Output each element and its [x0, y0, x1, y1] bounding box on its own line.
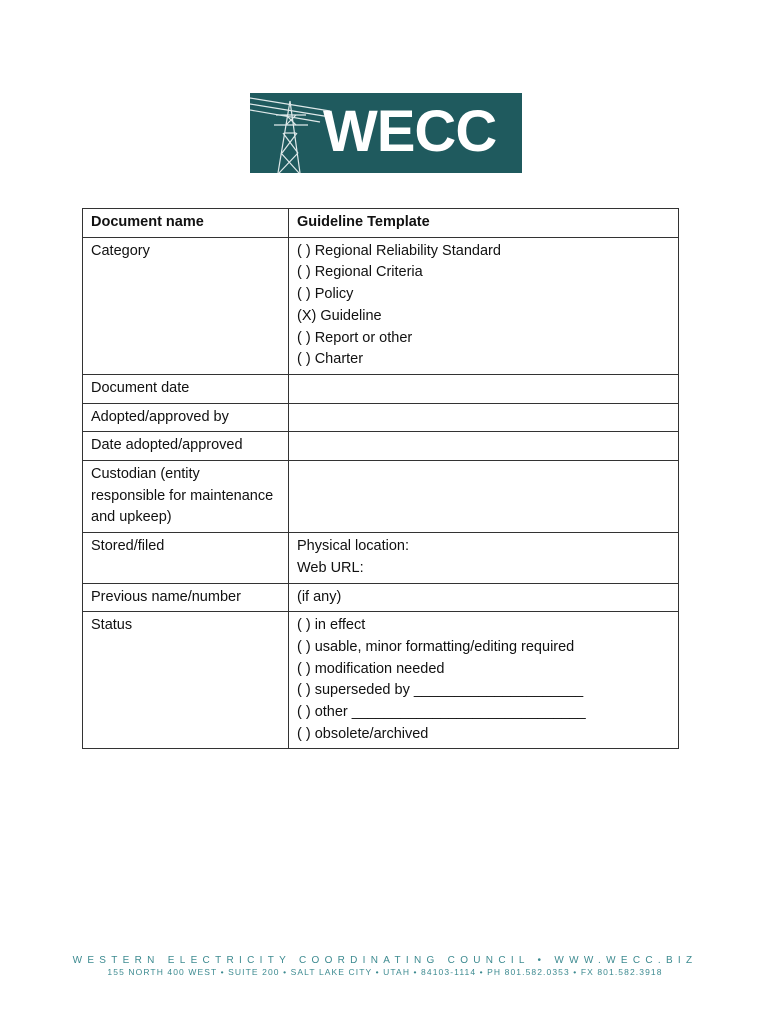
table-row: [83, 237, 679, 374]
table-row: [83, 403, 679, 432]
table-row: [83, 612, 679, 749]
stored-value: [289, 533, 679, 583]
status-option: ( ) usable, minor formatting/editing required: [297, 638, 575, 655]
wecc-logo: [250, 93, 522, 173]
status-option: ( ) modification needed: [297, 660, 445, 677]
category-option: (X) Guideline: [297, 307, 382, 324]
table-row: [83, 583, 679, 612]
logo-wordmark: WECC: [323, 99, 497, 164]
footer-address: 155 NORTH 400 WEST • SUITE 200 • SALT LAKE CITY • UTAH • 84103-1114 • PH 801.582.0353 • FX 801.582.3918: [107, 967, 663, 977]
adopted-by-value: [289, 403, 679, 432]
document-name-label: Document name: [83, 209, 289, 238]
document-info-table: [82, 208, 679, 749]
category-option: ( ) Report or other: [297, 329, 413, 346]
custodian-label-line: and upkeep): [91, 509, 172, 526]
stored-label: Stored/filed: [83, 533, 289, 583]
category-option: ( ) Regional Criteria: [297, 264, 423, 281]
status-option: ( ) in effect: [297, 617, 366, 634]
status-option: ( ) obsolete/archived: [297, 725, 429, 742]
custodian-value: [289, 461, 679, 533]
custodian-label: [83, 461, 289, 533]
physical-location-label: Physical location:: [297, 538, 410, 555]
document-date-label: Document date: [83, 374, 289, 403]
date-adopted-label: Date adopted/approved: [83, 432, 289, 461]
table-row: [83, 461, 679, 533]
document-name-value: Guideline Template: [289, 209, 679, 238]
category-option: ( ) Charter: [297, 351, 364, 368]
adopted-by-label: Adopted/approved by: [83, 403, 289, 432]
status-label: Status: [83, 612, 289, 749]
custodian-label-line: responsible for maintenance: [91, 487, 274, 504]
table-row: [83, 209, 679, 238]
table-row: [83, 533, 679, 583]
document-date-value: [289, 374, 679, 403]
table-row: [83, 432, 679, 461]
transmission-tower-icon: [250, 93, 330, 173]
custodian-label-line: Custodian (entity: [91, 466, 200, 483]
status-option: ( ) superseded by _____________________: [297, 682, 584, 699]
status-options: [289, 612, 679, 749]
category-option: ( ) Regional Reliability Standard: [297, 242, 501, 259]
table-row: [83, 374, 679, 403]
category-option: ( ) Policy: [297, 286, 354, 303]
category-label: Category: [83, 237, 289, 374]
web-url-label: Web URL:: [297, 559, 364, 576]
status-option: ( ) other _____________________________: [297, 704, 586, 721]
date-adopted-value: [289, 432, 679, 461]
footer-organization: WESTERN ELECTRICITY COORDINATING COUNCIL • WWW.WECC.BIZ: [72, 955, 698, 966]
previous-name-label: Previous name/number: [83, 583, 289, 612]
previous-name-value: (if any): [289, 583, 679, 612]
category-options: [289, 237, 679, 374]
